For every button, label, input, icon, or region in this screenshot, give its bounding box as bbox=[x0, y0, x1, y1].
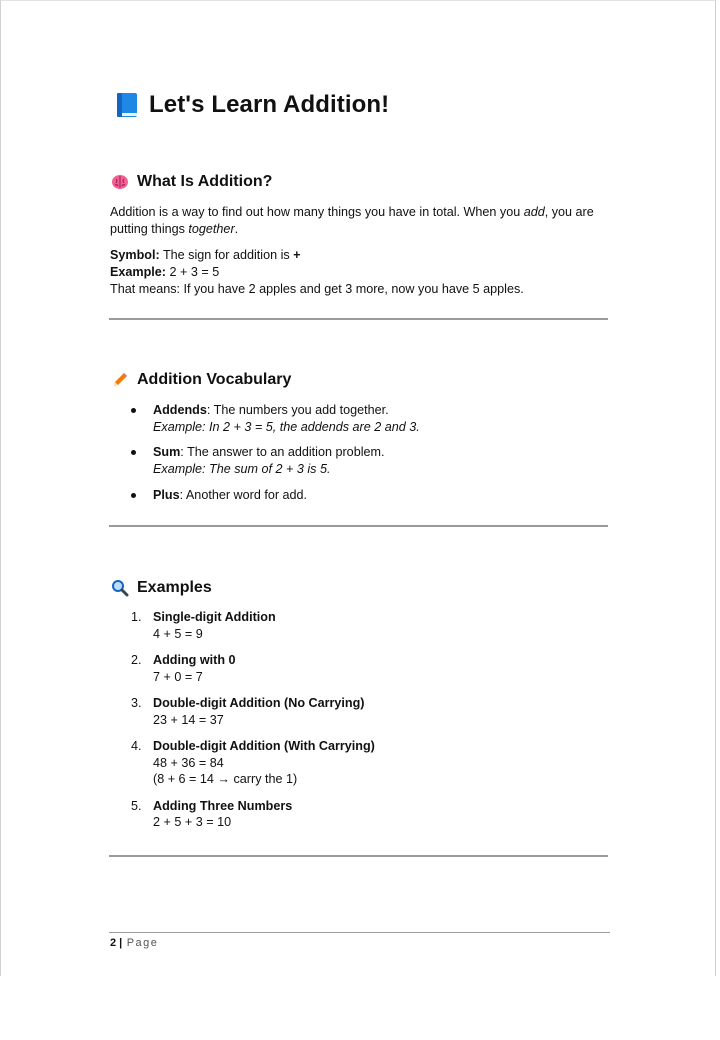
bullet bbox=[131, 493, 136, 498]
bullet bbox=[131, 408, 136, 413]
item-number: 5. bbox=[131, 798, 142, 813]
definition-emphasis-together: together bbox=[188, 222, 235, 236]
example-text: 2 + 3 = 5 bbox=[166, 265, 220, 279]
vocab-term: Addends bbox=[153, 403, 207, 417]
blue-book-icon bbox=[115, 92, 139, 118]
vocab-term: Sum bbox=[153, 445, 181, 459]
vocab-example: Example: The sum of 2 + 3 is 5. bbox=[153, 461, 331, 476]
carry-note: (8 + 6 = 14 → carry the 1) bbox=[153, 772, 298, 786]
list-item bbox=[131, 402, 601, 435]
list-item bbox=[131, 738, 601, 788]
list-item bbox=[131, 609, 601, 642]
symbol-text: The sign for addition is bbox=[159, 248, 294, 262]
section-what-is-addition-heading bbox=[111, 173, 272, 191]
item-number: 1. bbox=[131, 610, 142, 624]
definition-text: Addition is a way to find out how many things you have in total. When you bbox=[110, 205, 524, 219]
list-item bbox=[131, 695, 601, 728]
section-divider bbox=[109, 318, 608, 320]
definition-emphasis-add: add bbox=[523, 205, 545, 219]
bullet bbox=[131, 450, 136, 455]
page-number: 2 bbox=[110, 937, 117, 949]
pencil-icon bbox=[111, 371, 129, 389]
list-item bbox=[131, 487, 601, 504]
example-title: Adding Three Numbers bbox=[153, 798, 293, 813]
item-number: 2. bbox=[131, 653, 142, 667]
section-divider bbox=[109, 855, 608, 857]
page-title bbox=[115, 91, 389, 119]
vocabulary-list bbox=[131, 402, 601, 504]
symbol-line bbox=[110, 247, 610, 264]
example-label: Example: bbox=[110, 265, 166, 279]
vocab-definition: : The numbers you add together. bbox=[206, 403, 389, 417]
section-heading-text: What Is Addition? bbox=[137, 173, 273, 190]
list-item bbox=[131, 652, 601, 685]
page-word: Page bbox=[126, 937, 159, 949]
example-equation: 48 + 36 = 84 bbox=[153, 755, 224, 770]
item-number: 4. bbox=[131, 739, 142, 753]
example-equation: 2 + 5 + 3 = 10 bbox=[153, 815, 232, 829]
vocab-definition: : The answer to an addition problem. bbox=[180, 445, 385, 459]
section-vocabulary-heading bbox=[111, 371, 291, 389]
example-equation: 23 + 14 = 37 bbox=[153, 712, 224, 727]
example-equation: 4 + 5 = 9 bbox=[153, 626, 203, 641]
page-title-text: Let's Learn Addition! bbox=[149, 91, 390, 118]
magnifier-icon bbox=[111, 579, 129, 597]
section-heading-text: Examples bbox=[137, 579, 212, 596]
symbol-example-paragraph bbox=[110, 247, 610, 298]
examples-list bbox=[131, 609, 601, 831]
item-number: 3. bbox=[131, 696, 142, 710]
means-line: That means: If you have 2 apples and get 3 more, now you have 5 apples. bbox=[110, 282, 524, 296]
footer-separator: | bbox=[119, 937, 124, 949]
example-title: Double-digit Addition (No Carrying) bbox=[153, 696, 365, 710]
definition-text: , you are putting things bbox=[110, 205, 594, 236]
example-equation: 7 + 0 = 7 bbox=[153, 669, 203, 684]
example-title: Double-digit Addition (With Carrying) bbox=[153, 739, 375, 753]
list-item bbox=[131, 798, 601, 831]
addition-definition-paragraph bbox=[110, 204, 610, 238]
example-title: Adding with 0 bbox=[153, 653, 236, 667]
footer-divider bbox=[109, 932, 610, 933]
section-examples-heading bbox=[111, 579, 212, 597]
vocab-definition: : Another word for add. bbox=[179, 488, 308, 502]
vocab-term: Plus bbox=[153, 488, 180, 502]
symbol-label: Symbol: bbox=[110, 248, 160, 262]
example-title: Single-digit Addition bbox=[153, 610, 276, 624]
brain-icon bbox=[111, 173, 129, 191]
plus-sign: + bbox=[293, 248, 301, 262]
page-footer bbox=[110, 937, 158, 949]
example-line bbox=[110, 264, 610, 281]
list-item bbox=[131, 444, 601, 477]
section-heading-text: Addition Vocabulary bbox=[137, 371, 292, 388]
vocab-example: Example: In 2 + 3 = 5, the addends are 2 and 3. bbox=[153, 419, 420, 434]
section-divider bbox=[109, 525, 608, 527]
definition-text: . bbox=[234, 222, 239, 236]
